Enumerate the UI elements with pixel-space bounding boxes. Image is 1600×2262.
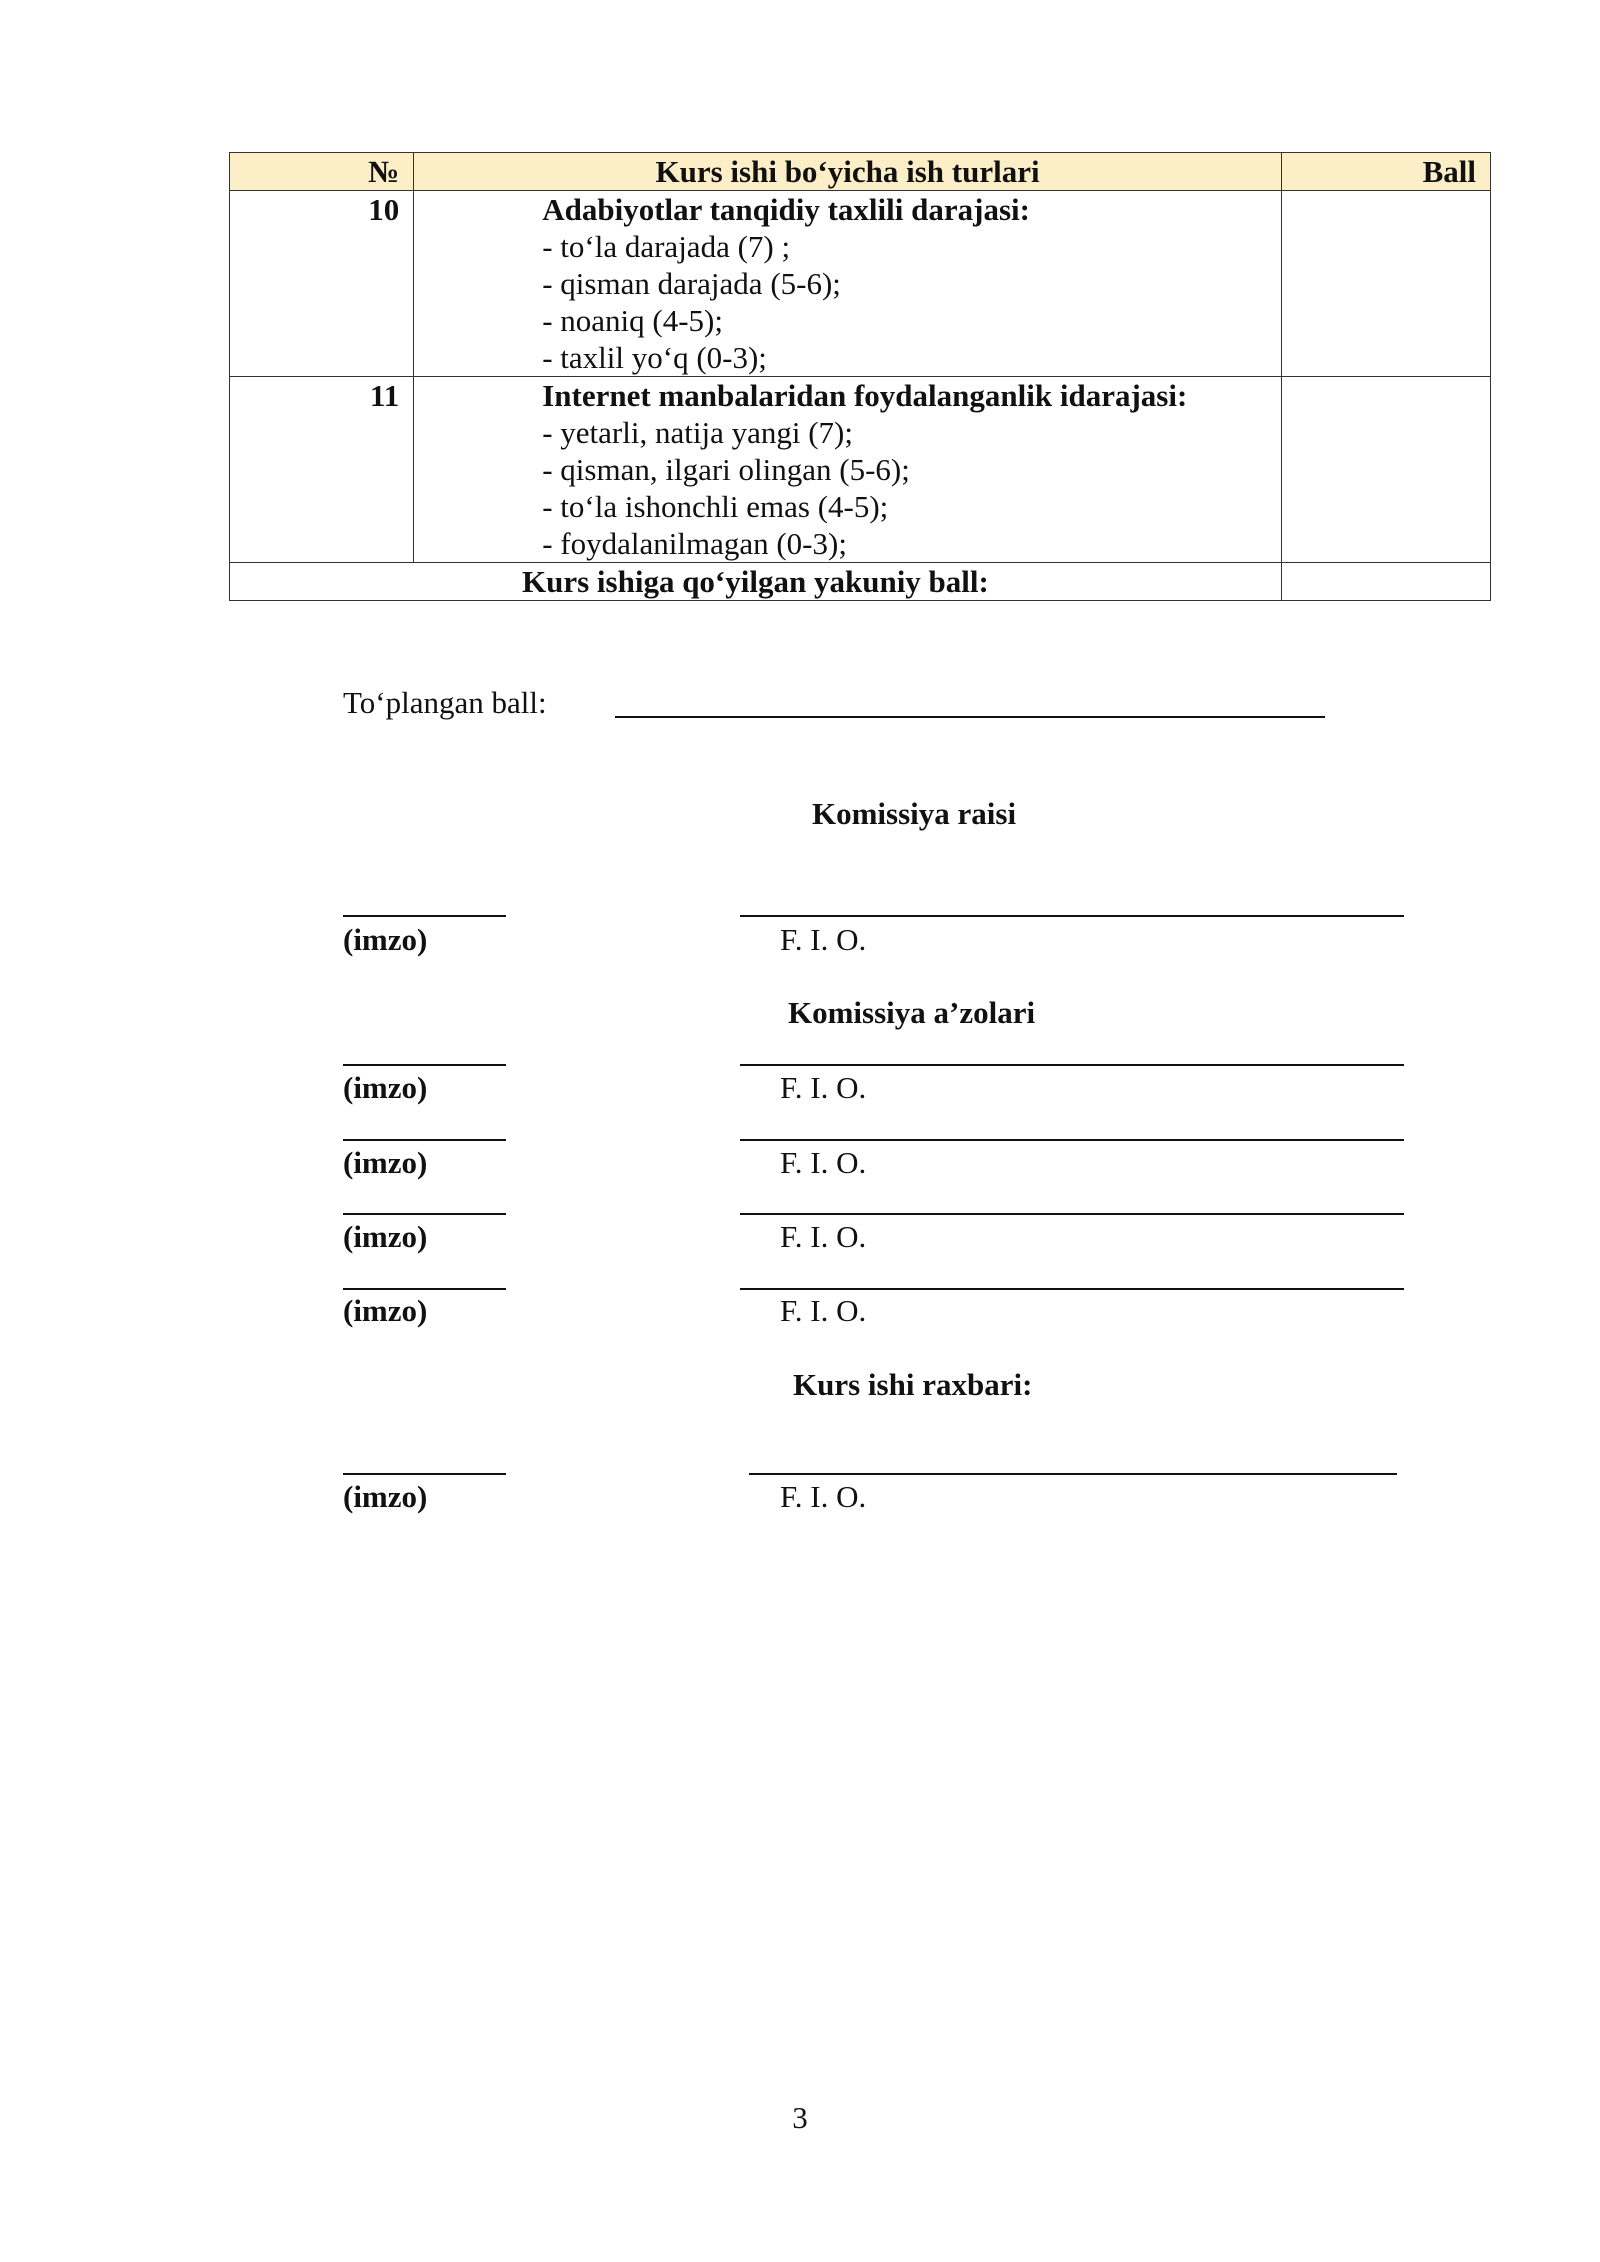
row-description (414, 191, 1282, 377)
member-name-label: F. I. O. (780, 1070, 867, 1105)
member-sign-label: (imzo) (343, 1070, 428, 1105)
row-title: Adabiyotlar tanqidiy taxlili darajasi: (542, 192, 1030, 227)
member-sign-label: (imzo) (343, 1145, 428, 1180)
row-description (414, 377, 1282, 563)
member-name-line (740, 1139, 1404, 1141)
chairman-heading: Komissiya raisi (812, 796, 1017, 831)
member-sign-line (343, 1064, 506, 1066)
row-number: 11 (230, 377, 414, 563)
chairman-sign-line (343, 915, 506, 917)
row-item: - noaniq (4-5); (542, 303, 723, 338)
total-ball-cell (1281, 563, 1490, 601)
member-name-line (740, 1064, 1404, 1066)
row-ball-cell (1281, 191, 1490, 377)
header-ball: Ball (1281, 153, 1490, 191)
supervisor-name-line (749, 1473, 1397, 1475)
row-item: - yetarli, natija yangi (7); (542, 415, 853, 450)
collected-ball-line (615, 716, 1325, 718)
row-item: - qisman darajada (5-6); (542, 266, 841, 301)
header-work-types: Kurs ishi bo‘yicha ish turlari (414, 153, 1282, 191)
member-sign-line (343, 1213, 506, 1215)
row-item: - qisman, ilgari olingan (5-6); (542, 452, 910, 487)
members-heading: Komissiya a’zolari (788, 995, 1036, 1030)
row-ball-cell (1281, 377, 1490, 563)
table-row (230, 191, 1491, 377)
table-header-row (230, 153, 1491, 191)
member-sign-line (343, 1139, 506, 1141)
table-row (230, 377, 1491, 563)
row-item: - to‘la darajada (7) ; (542, 229, 791, 264)
chairman-name-label: F. I. O. (780, 922, 867, 957)
supervisor-sign-label: (imzo) (343, 1479, 428, 1514)
member-name-line (740, 1288, 1404, 1290)
supervisor-name-label: F. I. O. (780, 1479, 867, 1514)
row-title: Internet manbalaridan foydalanganlik idarajasi: (542, 378, 1188, 413)
row-item: - to‘la ishonchli emas (4-5); (542, 489, 889, 524)
chairman-name-line (740, 915, 1404, 917)
grading-table (229, 152, 1491, 601)
member-name-label: F. I. O. (780, 1293, 867, 1328)
member-name-label: F. I. O. (780, 1219, 867, 1254)
total-row (230, 563, 1491, 601)
row-number: 10 (230, 191, 414, 377)
member-sign-label: (imzo) (343, 1293, 428, 1328)
header-number: № (230, 153, 414, 191)
member-sign-label: (imzo) (343, 1219, 428, 1254)
member-sign-line (343, 1288, 506, 1290)
row-item: - taxlil yo‘q (0-3); (542, 340, 767, 375)
member-name-label: F. I. O. (780, 1145, 867, 1180)
page-number: 3 (792, 2100, 808, 2135)
row-item: - foydalanilmagan (0-3); (542, 526, 847, 561)
total-label: Kurs ishiga qo‘yilgan yakuniy ball: (230, 563, 1282, 601)
supervisor-sign-line (343, 1473, 506, 1475)
chairman-sign-label: (imzo) (343, 922, 428, 957)
collected-ball-label: To‘plangan ball: (343, 685, 547, 720)
supervisor-heading: Kurs ishi raxbari: (793, 1367, 1033, 1402)
member-name-line (740, 1213, 1404, 1215)
